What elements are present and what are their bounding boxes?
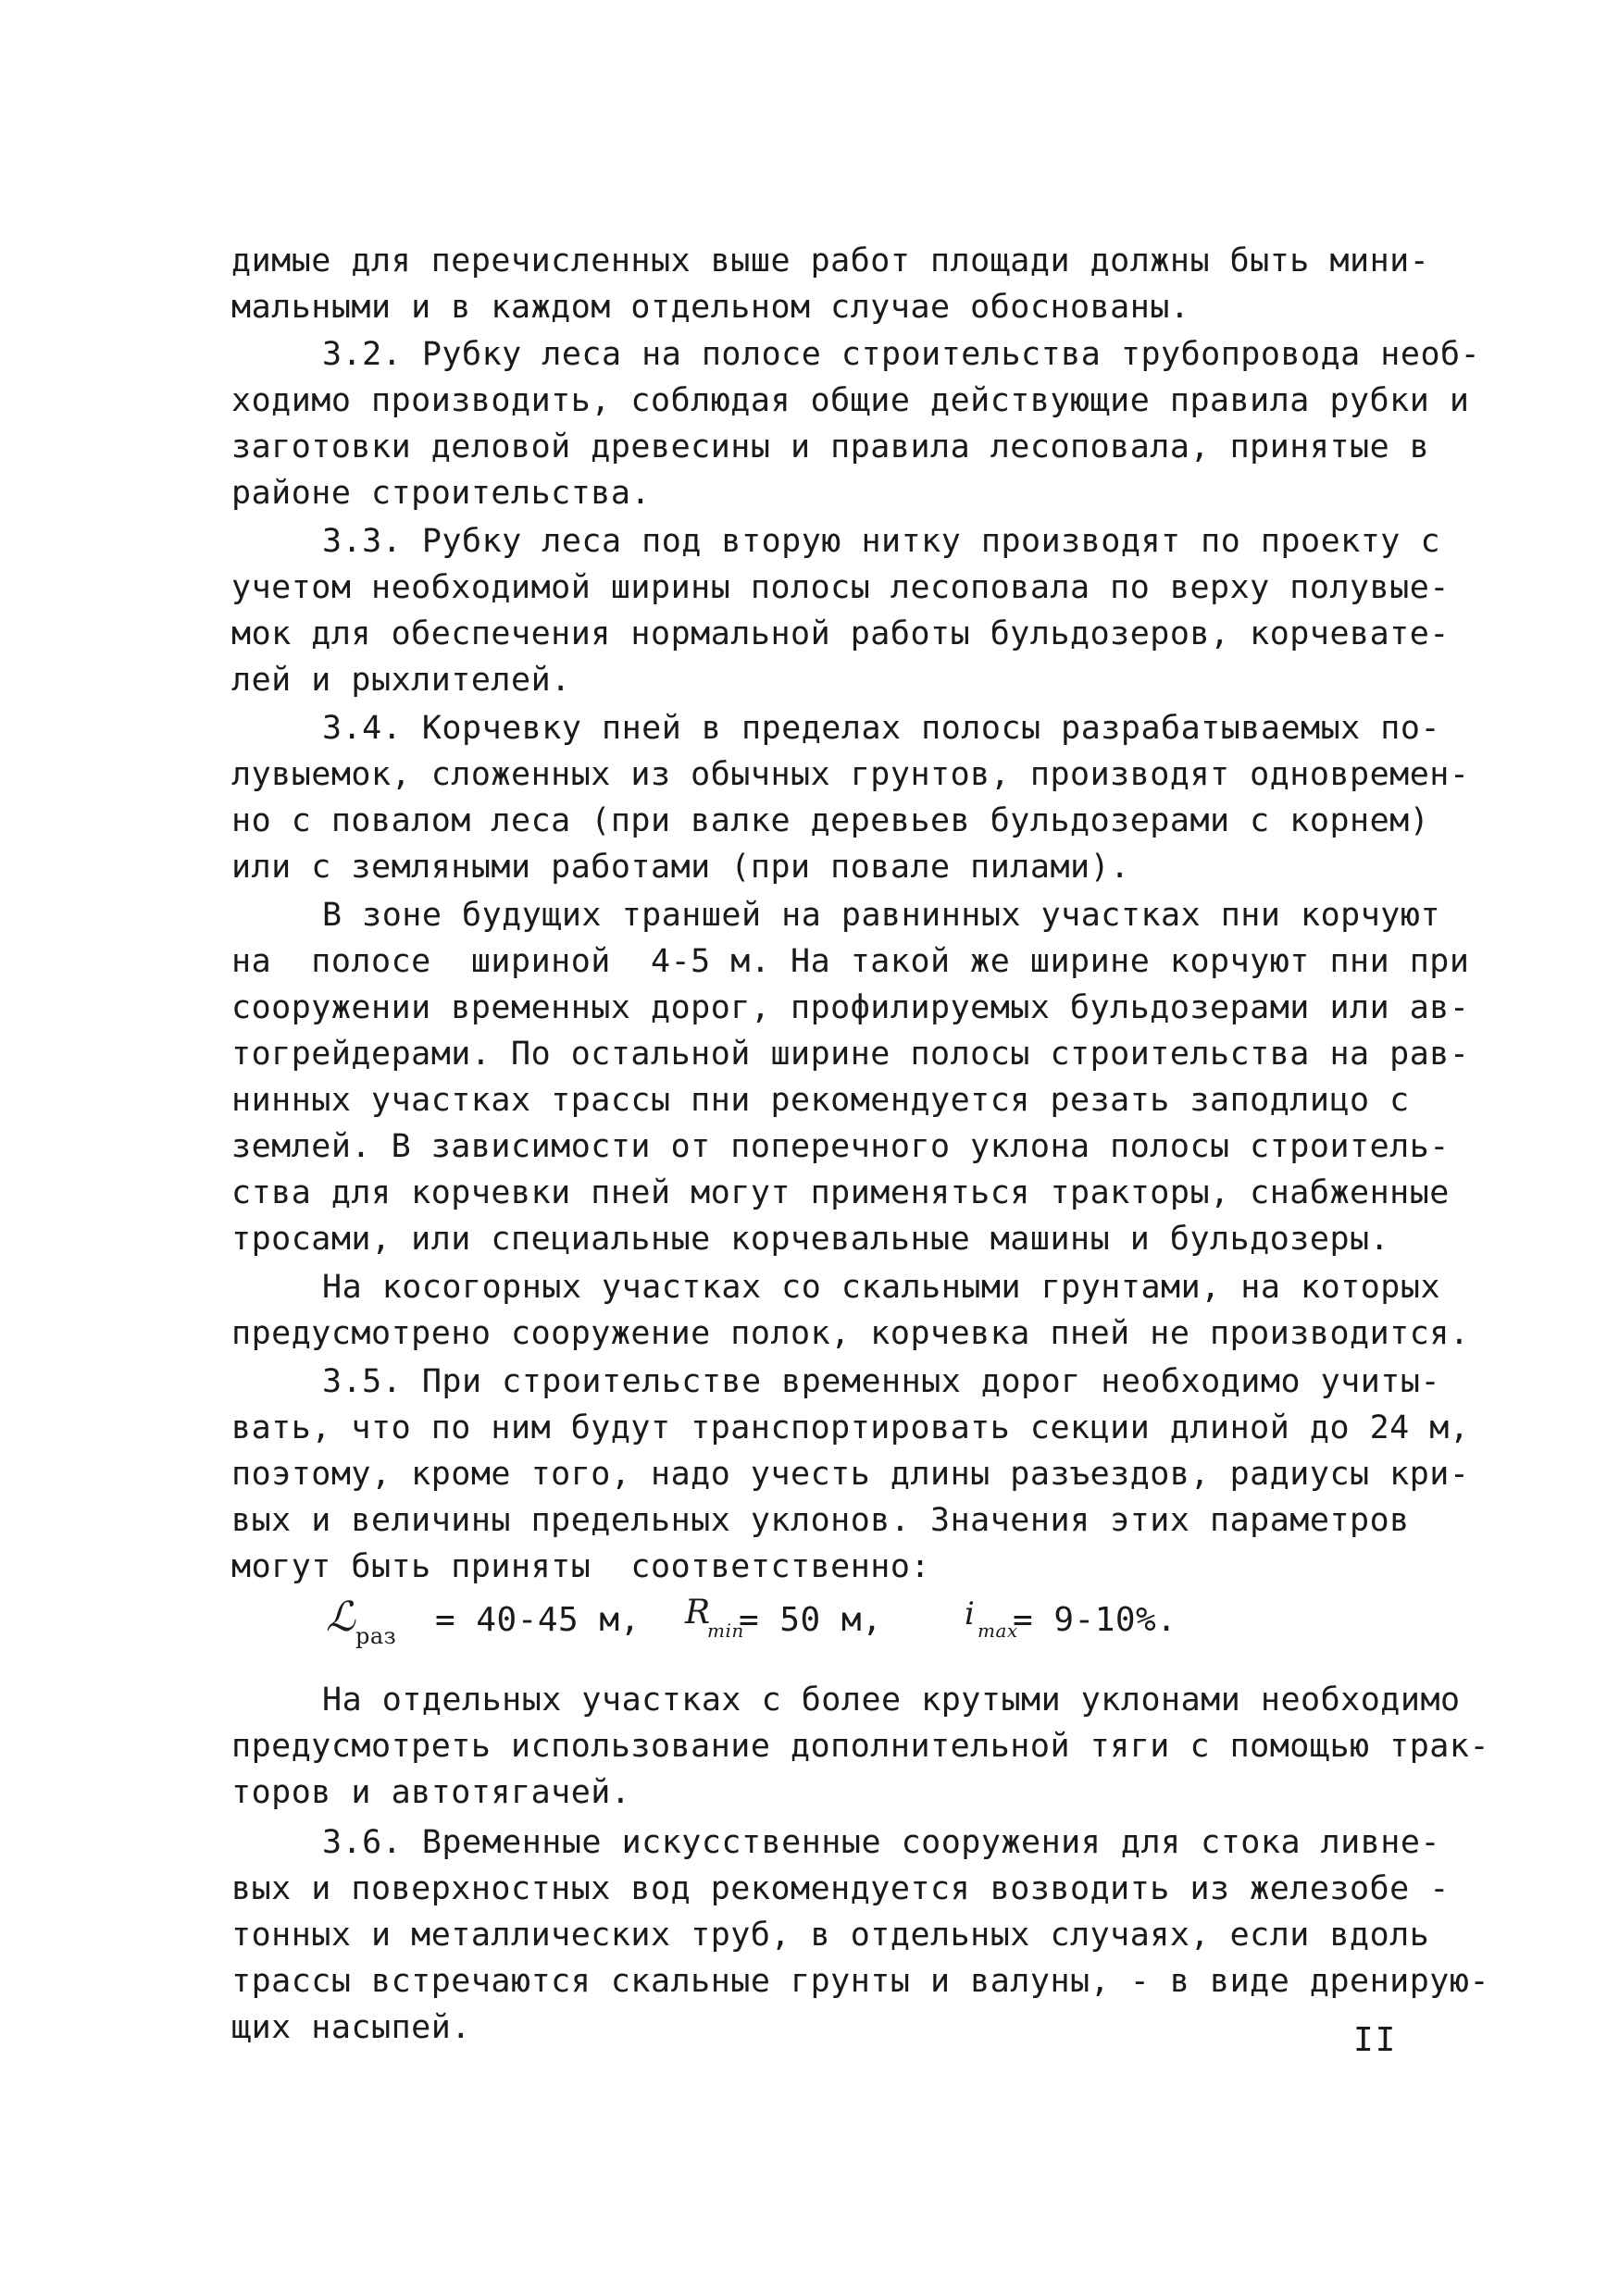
- formula-l-value: = 40-45 м,: [435, 1601, 641, 1639]
- text-line: тогрейдерами. По остальной ширине полосы строительства на рав-: [231, 1036, 1470, 1073]
- page-number: II: [1353, 2021, 1398, 2059]
- section-3-5-heading-line: 3.5. При строительстве временных дорог необходимо учиты-: [322, 1363, 1441, 1400]
- text-line: торов и автотягачей.: [231, 1774, 631, 1811]
- section-3-3-heading-line: 3.3. Рубку леса под вторую нитку производят по проекту с: [322, 523, 1441, 560]
- text-line: ства для корчевки пней могут применяться тракторы, снабженные: [231, 1174, 1450, 1211]
- text-line: могут быть приняты соответственно:: [231, 1548, 931, 1585]
- text-line: вать, что по ним будут транспортировать секции длиной до 24 м,: [231, 1409, 1470, 1446]
- text-line: вых и величины предельных уклонов. Значения этих параметров: [231, 1502, 1410, 1539]
- formula-r-value: = 50 м,: [739, 1601, 883, 1639]
- text-line: заготовки деловой древесины и правила лесоповала, принятые в: [231, 428, 1430, 465]
- text-line: ходимо производить, соблюдая общие действующие правила рубки и: [231, 382, 1470, 419]
- text-line: но с повалом леса (при валке деревьев бульдозерами с корнем): [231, 802, 1430, 839]
- text-line: землей. В зависимости от поперечного уклона полосы строитель-: [231, 1128, 1450, 1165]
- section-3-2-heading-line: 3.2. Рубку леса на полосе строительства трубопровода необ-: [322, 336, 1481, 373]
- text-line: предусмотрено сооружение полок, корчевка пней не производится.: [231, 1315, 1470, 1352]
- text-line: учетом необходимой ширины полосы лесоповала по верху полувые-: [231, 569, 1450, 606]
- text-line: тросами, или специальные корчевальные машины и бульдозеры.: [231, 1221, 1390, 1258]
- formula-l-subscript: раз: [355, 1623, 397, 1649]
- text-line: или с земляными работами (при повале пилами).: [231, 849, 1130, 886]
- section-3-6-heading-line: 3.6. Временные искусственные сооружения для стока ливне-: [322, 1824, 1441, 1861]
- text-line: лувыемок, сложенных из обычных грунтов, производят одновремен-: [231, 756, 1470, 793]
- formula-i-subscript: max: [978, 1620, 1018, 1642]
- text-line: мок для обеспечения нормальной работы бульдозеров, корчевате-: [231, 615, 1450, 652]
- paragraph-start-line: На отдельных участках с более крутыми уклонами необходимо: [322, 1682, 1461, 1719]
- formula-l-symbol: ℒ: [326, 1594, 356, 1641]
- text-line: щих насыпей.: [231, 2009, 471, 2046]
- formula-i-symbol: i: [965, 1595, 976, 1632]
- text-line: тонных и металлических труб, в отдельных случаях, если вдоль: [231, 1917, 1430, 1954]
- text-line: вых и поверхностных вод рекомендуется возводить из железобе -: [231, 1870, 1450, 1907]
- text-line: лей и рыхлителей.: [231, 662, 571, 699]
- text-line: нинных участках трассы пни рекомендуется резать заподлицо с: [231, 1082, 1410, 1119]
- paragraph-start-line: На косогорных участках со скальными грунтами, на которых: [322, 1269, 1441, 1306]
- text-line: трассы встречаются скальные грунты и валуны, - в виде дренирую-: [231, 1963, 1490, 2000]
- text-line: поэтому, кроме того, надо учесть длины разъездов, радиусы кри-: [231, 1456, 1470, 1493]
- text-line: предусмотреть использование дополнительной тяги с помощью трак-: [231, 1728, 1490, 1765]
- paragraph-start-line: В зоне будущих траншей на равнинных участках пни корчуют: [322, 897, 1441, 934]
- formula-i-value: = 9-10%.: [1013, 1601, 1177, 1639]
- text-line: димые для перечисленных выше работ площади должны быть мини-: [231, 242, 1430, 279]
- text-line: мальными и в каждом отдельном случае обоснованы.: [231, 289, 1190, 326]
- formula-r-symbol: R: [685, 1594, 711, 1632]
- road-parameters-formula: [326, 1594, 1252, 1655]
- text-line: на полосе шириной 4-5 м. На такой же ширине корчуют пни при: [231, 943, 1470, 980]
- section-3-4-heading-line: 3.4. Корчевку пней в пределах полосы разрабатываемых по-: [322, 710, 1441, 747]
- formula-r-subscript: min: [707, 1620, 744, 1642]
- text-line: районе строительства.: [231, 475, 652, 512]
- text-line: сооружении временных дорог, профилируемых бульдозерами или ав-: [231, 989, 1470, 1026]
